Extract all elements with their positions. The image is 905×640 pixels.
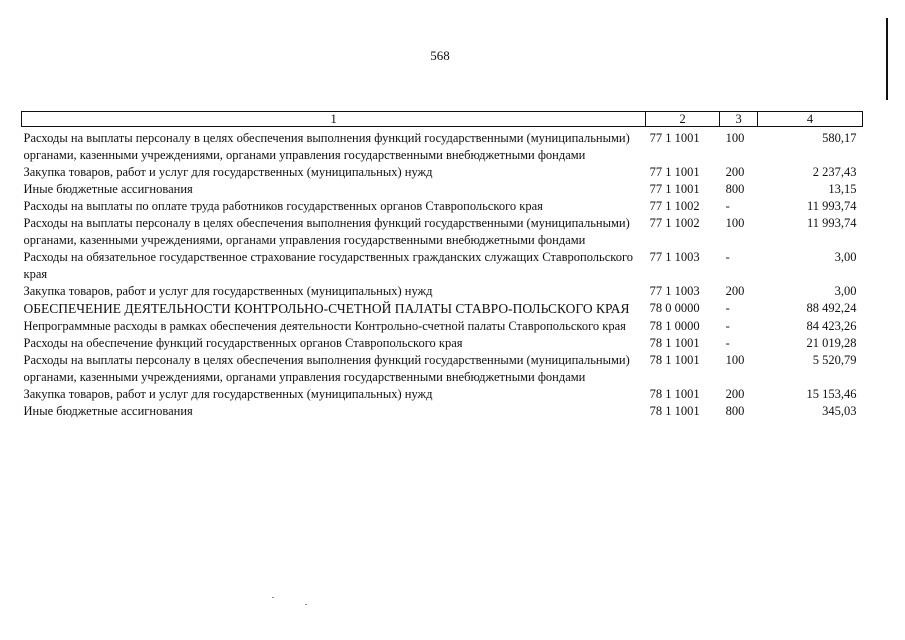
row-name: ОБЕСПЕЧЕНИЕ ДЕЯТЕЛЬНОСТИ КОНТРОЛЬНО-СЧЕТНОЙ ПАЛАТЫ СТАВРО-ПОЛЬСКОГО КРАЯ: [23, 301, 630, 316]
table-row: [22, 164, 863, 181]
row-code: 78 1 0000: [649, 319, 700, 333]
row-amount: 580,17: [822, 131, 857, 145]
row-name: Расходы на выплаты персоналу в целях обеспечения выполнения функций государственными (муниципальными) органами, казенными учреждениями, органами управления государственными внебюджетными фондами: [23, 353, 630, 384]
row-code: 77 1 1002: [649, 216, 700, 230]
row-name: Расходы на обеспечение функций государственных органов Ставропольского края: [23, 336, 463, 350]
row-amount: 3,00: [834, 284, 857, 298]
row-amount: 21 019,28: [806, 336, 857, 350]
table-row: [22, 300, 863, 318]
row-code: 78 1 1001: [649, 353, 700, 367]
row-code: 77 1 1001: [649, 131, 700, 145]
table-row: [22, 283, 863, 300]
row-name: Иные бюджетные ассигнования: [23, 404, 193, 418]
row-name: Закупка товаров, работ и услуг для государственных (муниципальных) нужд: [23, 284, 433, 298]
page-number: 568: [430, 48, 450, 63]
row-amount: 5 520,79: [812, 353, 857, 367]
table-row: [22, 127, 863, 165]
row-type: -: [725, 301, 730, 315]
row-type: -: [725, 250, 730, 264]
table-row: [22, 215, 863, 249]
row-type: 200: [725, 387, 745, 401]
table-row: [22, 249, 863, 283]
row-name: Расходы на выплаты по оплате труда работников государственных органов Ставропольского края: [23, 199, 543, 213]
row-code: 77 1 1003: [649, 284, 700, 298]
row-code: 78 1 1001: [649, 387, 700, 401]
row-type: -: [725, 336, 730, 350]
row-amount: 3,00: [834, 250, 857, 264]
row-amount: 345,03: [822, 404, 857, 418]
row-name: Непрограммные расходы в рамках обеспечения деятельности Контрольно-счетной палаты Ставропольского края: [23, 319, 626, 333]
row-amount: 13,15: [828, 182, 857, 196]
row-type: -: [725, 199, 730, 213]
row-type: 100: [725, 353, 745, 367]
row-code: 77 1 1001: [649, 182, 700, 196]
row-amount: 2 237,43: [812, 165, 857, 179]
row-name: Расходы на выплаты персоналу в целях обеспечения выполнения функций государственными (муниципальными) органами, казенными учреждениями, органами управления государственными внебюджетными фондами: [23, 131, 630, 162]
row-code: 78 1 1001: [649, 404, 700, 418]
row-amount: 11 993,74: [806, 199, 857, 213]
row-name: Закупка товаров, работ и услуг для государственных (муниципальных) нужд: [23, 387, 433, 401]
row-type: 800: [725, 182, 745, 196]
row-name: Иные бюджетные ассигнования: [23, 182, 193, 196]
row-type: 800: [725, 404, 745, 418]
row-type: 200: [725, 165, 745, 179]
table-row: [22, 318, 863, 335]
table-row: [22, 181, 863, 198]
col-header-3: 3: [720, 112, 758, 127]
table-row: [22, 386, 863, 403]
table-row: [22, 198, 863, 215]
row-amount: 84 423,26: [806, 319, 857, 333]
row-type: 100: [725, 216, 745, 230]
col-header-4: 4: [758, 112, 863, 127]
budget-table: [21, 111, 863, 420]
row-type: 100: [725, 131, 745, 145]
row-code: 77 1 1001: [649, 165, 700, 179]
row-type: 200: [725, 284, 745, 298]
table-row: [22, 403, 863, 420]
row-amount: 88 492,24: [806, 301, 857, 315]
row-code: 77 1 1002: [649, 199, 700, 213]
row-type: -: [725, 319, 730, 333]
row-name: Расходы на выплаты персоналу в целях обеспечения выполнения функций государственными (муниципальными) органами, казенными учреждениями, органами управления государственными внебюджетными фондами: [23, 216, 630, 247]
row-amount: 11 993,74: [806, 216, 857, 230]
row-code: 78 0 0000: [649, 301, 700, 315]
row-code: 78 1 1001: [649, 336, 700, 350]
row-name: Закупка товаров, работ и услуг для государственных (муниципальных) нужд: [23, 165, 433, 179]
col-header-2: 2: [646, 112, 720, 127]
scan-speck: [272, 597, 274, 598]
row-code: 77 1 1003: [649, 250, 700, 264]
row-name: Расходы на обязательное государственное страхование государственных гражданских служащих Ставропольского края: [23, 250, 634, 281]
header-row: [22, 112, 863, 127]
table-row: [22, 335, 863, 352]
col-header-1: 1: [22, 112, 646, 127]
row-amount: 15 153,46: [806, 387, 857, 401]
table-row: [22, 352, 863, 386]
margin-rule: [886, 18, 888, 100]
scan-speck: [305, 604, 307, 605]
